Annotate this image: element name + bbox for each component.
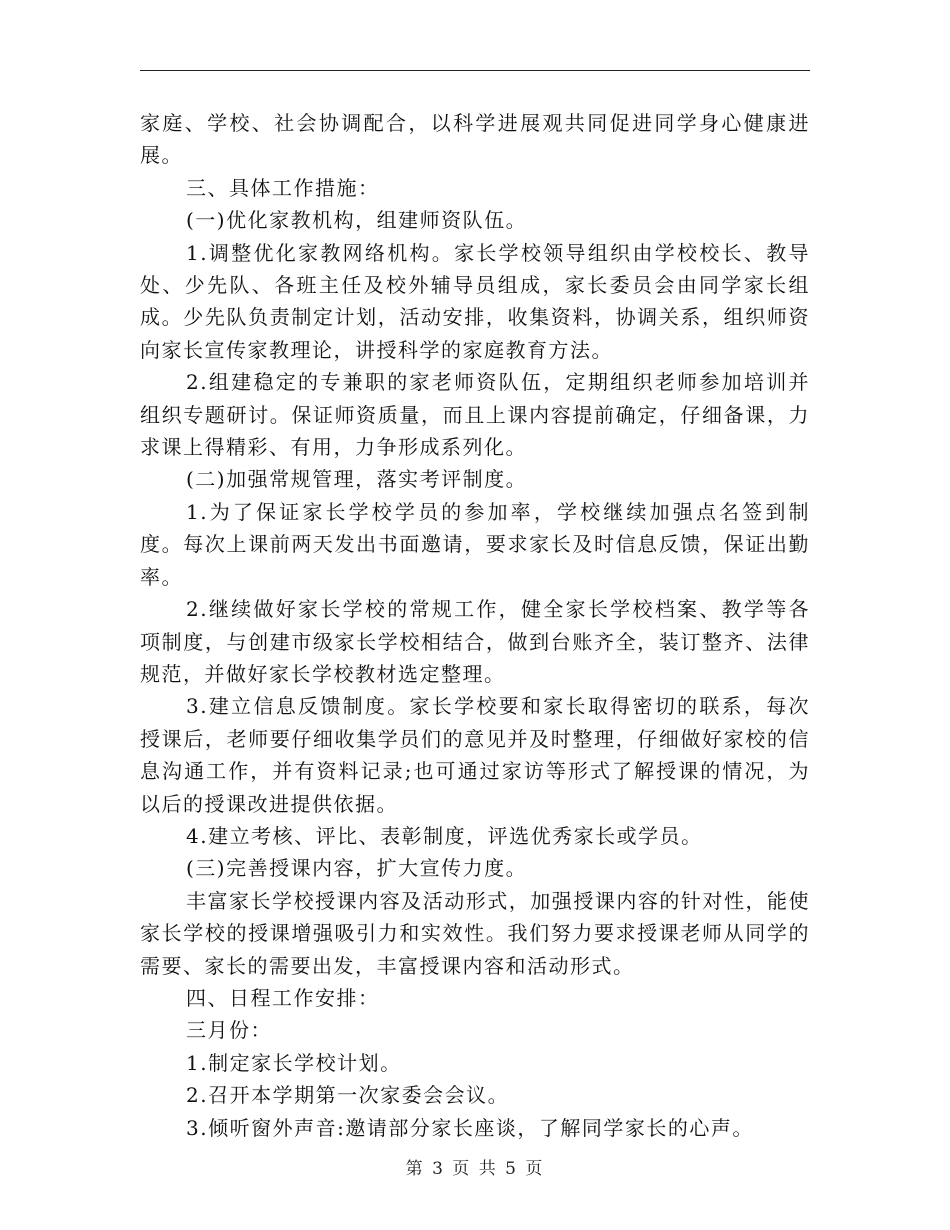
subsection-heading: (二)加强常规管理，落实考评制度。	[186, 467, 528, 492]
paragraph: 4.建立考核、评比、表彰制度，评选优秀家长或学员。	[186, 823, 703, 848]
month-heading: 三月份：	[186, 1018, 272, 1043]
paragraph: 家庭、学校、社会协调配合，以科学进展观共同促进同学身心健康进展。	[140, 111, 810, 168]
subsection-heading: (一)优化家教机构，组建师资队伍。	[186, 208, 528, 233]
paragraph: 丰富家长学校授课内容及活动形式，加强授课内容的针对性，能使家长学校的授课增强吸引力和实效性。我们努力要求授课老师从同学的需要、家长的需要出发，丰富授课内容和活动形式。	[140, 888, 810, 978]
list-item: 2.召开本学期第一次家委会会议。	[186, 1083, 510, 1108]
page-number-footer: 第 3 页 共 5 页	[405, 1159, 545, 1179]
document-body	[140, 107, 810, 1144]
section-heading: 四、日程工作安排：	[186, 985, 380, 1010]
paragraph: 2.继续做好家长学校的常规工作，健全家长学校档案、教学等各项制度，与创建市级家长学校相结合，做到台账齐全，装订整齐、法律规范，并做好家长学校教材选定整理。	[140, 597, 810, 686]
list-item: 1.制定家长学校计划。	[186, 1050, 402, 1075]
paragraph: 1.为了保证家长学校学员的参加率，学校继续加强点名签到制度。每次上课前两天发出书面邀请，要求家长及时信息反馈，保证出勤率。	[140, 499, 810, 589]
section-heading: 三、具体工作措施：	[186, 175, 380, 200]
paragraph: 1.调整优化家教网络机构。家长学校领导组织由学校校长、教导处、少先队、各班主任及校外辅导员组成，家长委员会由同学家长组成。少先队负责制定计划，活动安排，收集资料，协调关系，组织师资向家长宣传家教理论，讲授科学的家庭教育方法。	[140, 240, 810, 362]
list-item: 3.倾听窗外声音:邀请部分家长座谈，了解同学家长的心声。	[186, 1115, 754, 1140]
subsection-heading: (三)完善授课内容，扩大宣传力度。	[186, 856, 528, 881]
paragraph: 2.组建稳定的专兼职的家老师资队伍，定期组织老师参加培训并组织专题研讨。保证师资质量，而且上课内容提前确定，仔细备课，力求课上得精彩、有用，力争形成系列化。	[140, 370, 810, 460]
paragraph: 3.建立信息反馈制度。家长学校要和家长取得密切的联系，每次授课后，老师要仔细收集学员们的意见并及时整理，仔细做好家校的信息沟通工作，并有资料记录;也可通过家访等形式了解授课的情况，为以后的授课改进提供依据。	[140, 694, 810, 816]
header-rule	[140, 70, 810, 71]
